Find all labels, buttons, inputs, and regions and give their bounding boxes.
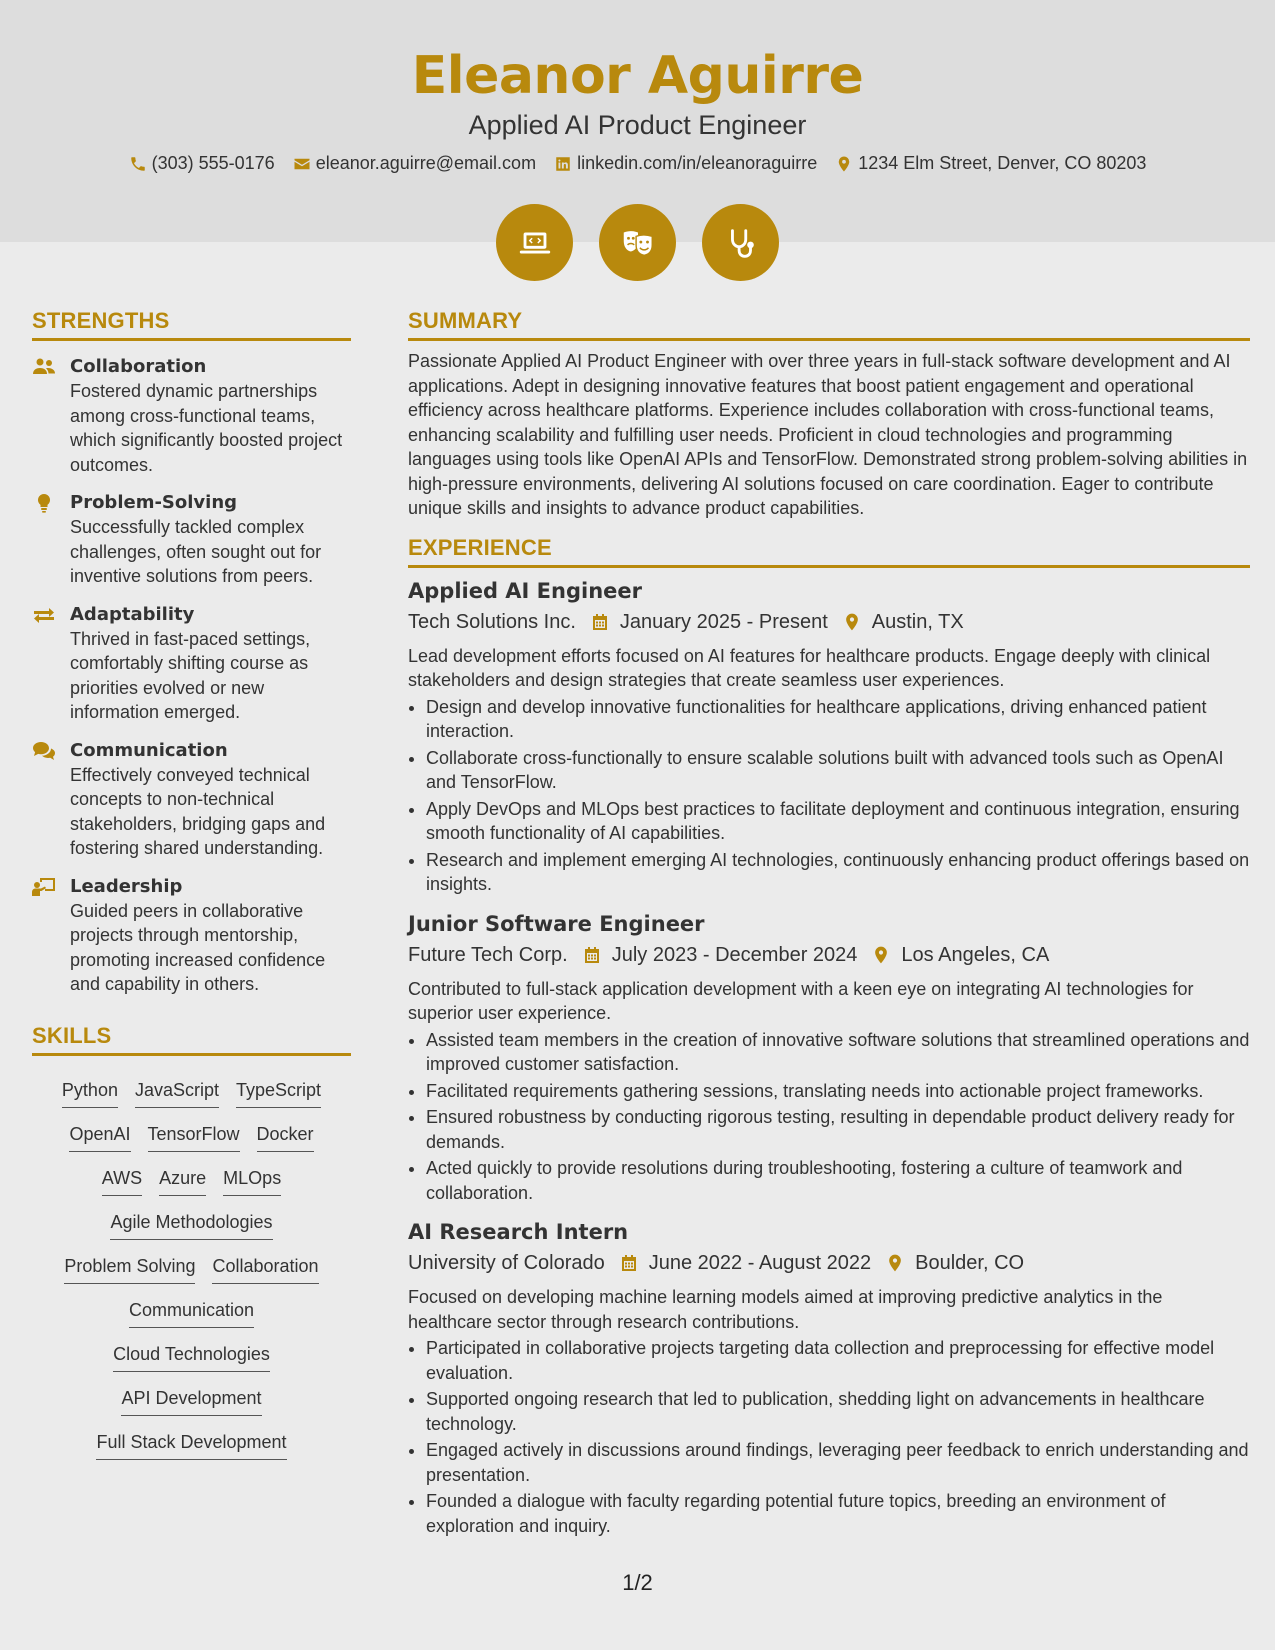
job-bullet: • Supported ongoing research that led to publication, shedding light on advancements in healthcare technology. [426,1387,1250,1436]
strength-desc: Fostered dynamic partnerships among cross-functional teams, which significantly boosted project outcomes. [70,381,343,475]
candidate-role: Applied AI Product Engineer [468,110,807,140]
skill-tag: Problem Solving [64,1252,195,1284]
skill-tag: API Development [121,1384,261,1416]
job-dates: January 2025 - Present [619,610,828,633]
exchange-icon [32,605,56,625]
job-bullet: • Assisted team members in the creation of innovative software solutions that streamlined operations and improved customer satisfaction. [426,1028,1250,1077]
skill-row [110,1208,272,1240]
skill-tag: Cloud Technologies [113,1340,270,1372]
job-title: AI Research Intern [408,1220,629,1244]
skill-tag: TensorFlow [148,1120,240,1152]
job-company: University of Colorado [408,1252,605,1274]
map-marker-icon [835,155,853,173]
job-bullet: • Collaborate cross-functionally to ensure scalable solutions built with advanced tools such as OpenAI and TensorFlow. [426,746,1250,795]
candidate-name: Eleanor Aguirre [411,46,864,106]
laptop-code-icon [496,204,573,281]
contact-bar [0,153,1275,174]
strength-item [32,875,351,997]
strength-item [32,739,351,861]
skill-tag: JavaScript [135,1076,219,1108]
job-title: Applied AI Engineer [408,578,642,603]
lightbulb-icon [32,493,56,513]
job-bullet: • Participated in collaborative projects targeting data collection and preprocessing for effective model evaluation. [426,1336,1250,1385]
job-meta [408,1249,1250,1277]
contact-address [835,153,1146,174]
skill-row [129,1296,254,1328]
strength-name: Problem-Solving [70,492,238,513]
experience-list [408,576,1250,1539]
job-bullet: • Engaged actively in discussions around findings, leveraging peer feedback to enrich understanding and presentation. [426,1438,1250,1487]
strengths-heading: STRENGTHS [32,308,351,341]
email-text: eleanor.aguirre@email.com [315,153,537,173]
job-entry [408,909,1250,1206]
map-marker-icon [885,1253,905,1273]
strength-item [32,491,351,589]
strength-name: Communication [70,739,228,761]
right-column [408,308,1250,1540]
skill-row [121,1384,261,1416]
strength-desc: Effectively conveyed technical concepts to non-technical stakeholders, bridging gaps and fostering shared understanding. [70,764,326,858]
address-text: 1234 Elm Street, Denver, CO 80203 [858,153,1147,173]
job-bullet: • Design and develop innovative functionalities for healthcare applications, driving enhanced patient interaction. [426,695,1250,744]
strength-item [32,603,351,725]
job-dates: July 2023 - December 2024 [611,943,858,966]
skill-tag: OpenAI [69,1120,130,1152]
job-bullet: • Ensured robustness by conducting rigorous testing, resulting in dependable product delivery ready for demands. [426,1105,1250,1154]
linkedin-text: linkedin.com/in/eleanoraguirre [577,153,818,173]
skill-tag: Collaboration [212,1252,318,1284]
skill-tag: TypeScript [236,1076,321,1108]
job-bullet: • Apply DevOps and MLOps best practices to facilitate deployment and continuous integration, ensuring smooth functionality of AI capabilities. [426,797,1250,846]
hobby-icons [0,204,1275,281]
skill-row [64,1252,318,1284]
summary-text: Passionate Applied AI Product Engineer with over three years in full-stack software development and AI applications. Adept in designing innovative features that boost patient engagement and operational efficiency across healthcare platforms. Experience includes collaboration with cross-functional teams, enhancing scalability and fulfilling user needs. Proficient in cloud technologies and programming languages using tools like OpenAI APIs and TensorFlow. Demonstrated strong problem-solving abilities in high-pressure environments, delivering AI solutions focused on care coordination. Eager to contribute unique skills and insights to advance product capabilities. [408,351,1248,518]
job-location: Austin, TX [871,610,964,633]
envelope-icon [293,155,311,173]
strength-desc: Thrived in fast-paced settings, comfortably shifting course as priorities evolved or new information emerged. [70,628,311,722]
job-description: Focused on developing machine learning models aimed at improving predictive analytics in the healthcare sector through research contributions. [408,1287,1163,1332]
job-bullet: • Facilitated requirements gathering sessions, translating needs into actionable project frameworks. [426,1079,1250,1104]
strength-item [32,355,351,477]
calendar-icon [582,945,602,965]
job-entry [408,576,1250,897]
job-bullet: • Founded a dialogue with faculty regarding potential future topics, breeding an environment of exploration and inquiry. [426,1489,1250,1538]
job-title: Junior Software Engineer [408,911,705,936]
skill-tag: Agile Methodologies [110,1208,272,1240]
contact-phone[interactable] [129,153,275,174]
job-description: Contributed to full-stack application development with a keen eye on integrating AI technologies for superior user experience. [408,978,1194,1023]
skill-tag: Python [62,1076,118,1108]
skill-row [69,1120,313,1152]
strength-name: Leadership [70,875,183,897]
skill-tag: Full Stack Development [96,1428,286,1460]
job-meta [408,941,1250,969]
teacher-icon [32,877,56,897]
skills-list [32,1064,351,1460]
skills-heading: SKILLS [32,1023,351,1056]
job-company: Tech Solutions Inc. [408,610,576,633]
job-bullet: • Research and implement emerging AI technologies, continuously enhancing product offerings based on insights. [426,848,1250,897]
phone-text: (303) 555-0176 [151,153,275,173]
theater-masks-icon [599,204,676,281]
experience-heading: EXPERIENCE [408,535,1250,568]
skill-tag: Azure [159,1164,206,1196]
stethoscope-icon [702,204,779,281]
calendar-icon [619,1253,639,1273]
skill-row [96,1428,286,1460]
job-entry [408,1217,1250,1538]
skill-tag: Communication [129,1296,254,1328]
job-bullets [408,1336,1250,1538]
summary-heading: SUMMARY [408,308,1250,341]
map-marker-icon [842,612,862,632]
job-location: Los Angeles, CA [901,943,1050,966]
contact-email[interactable] [293,153,536,174]
phone-icon [129,155,147,173]
skill-tag: Docker [257,1120,314,1152]
skill-row [113,1340,270,1372]
linkedin-icon [554,155,572,173]
users-icon [32,357,56,377]
job-bullets [408,695,1250,897]
job-meta [408,608,1250,636]
skill-row [62,1076,321,1108]
comments-icon [32,741,56,761]
contact-linkedin[interactable] [554,153,817,174]
strength-desc: Guided peers in collaborative projects through mentorship, promoting increased confidence and capability in others. [70,900,326,994]
left-column [32,308,351,1460]
job-location: Boulder, CO [915,1252,1025,1274]
job-dates: June 2022 - August 2022 [648,1252,872,1274]
job-description: Lead development efforts focused on AI features for healthcare products. Engage deeply with clinical stakeholders and design strategies that create seamless user experiences. [408,645,1211,690]
skill-row [102,1164,281,1196]
strength-desc: Successfully tackled complex challenges, often sought out for inventive solutions from peers. [70,517,322,586]
page-number: 1/2 [622,1570,653,1595]
skill-tag: AWS [102,1164,142,1196]
job-company: Future Tech Corp. [408,943,568,966]
strength-name: Collaboration [70,356,207,377]
strength-name: Adaptability [70,603,195,625]
skill-tag: MLOps [223,1164,281,1196]
job-bullets [408,1028,1250,1206]
job-bullet: • Acted quickly to provide resolutions during troubleshooting, fostering a culture of teamwork and collaboration. [426,1156,1250,1205]
calendar-icon [590,612,610,632]
map-marker-icon [871,945,891,965]
